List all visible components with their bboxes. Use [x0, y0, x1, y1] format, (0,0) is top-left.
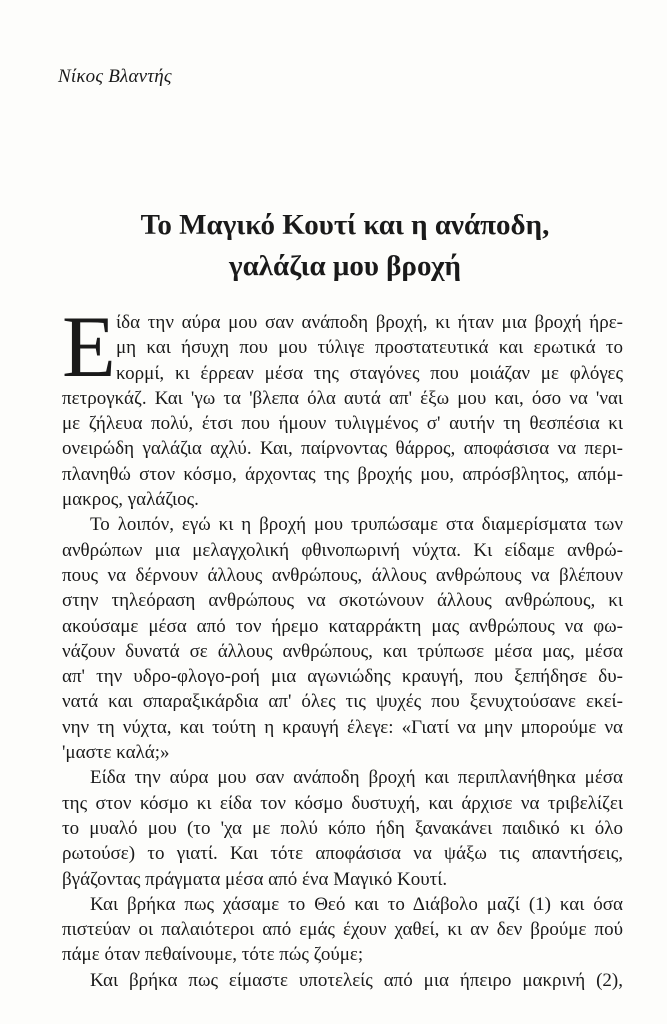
text-line: της στον κόσμο κι είδα τον κόσμο δυστυχή, και άρχισε να τριβελίζει	[62, 792, 623, 814]
text-line: μη και ήσυχη που μου τύλιγε προστατευτικά και ερωτικά το	[116, 337, 623, 359]
text-line: πλανηθώ στον κόσμο, άρχοντας της βροχής μου, απρόσβλητος, απόμ-	[62, 463, 623, 485]
paragraph-4	[62, 892, 623, 968]
paragraph-1	[62, 299, 623, 512]
chapter-title	[80, 205, 610, 287]
text-line: βγάζοντας πράγματα μέσα από ένα Μαγικό Κουτί.	[62, 868, 448, 890]
paragraph-5	[62, 968, 623, 993]
chapter-title-line-2: γαλάζια μου βροχή	[229, 250, 461, 282]
text-line: στην τηλεόραση ανθρώπους να σκοτώνουν άλλους ανθρώπους, κι	[62, 590, 623, 612]
text-line: ρωτούσε) το γιατί. Και τότε αποφάσισα να ψάξω τις απαντήσεις,	[62, 843, 623, 865]
drop-cap: Ε	[62, 299, 116, 396]
text-line: ονειρώδη γαλάζια αχλύ. Και, παίρνοντας θάρρος, αποφάσισα να περι-	[62, 438, 623, 460]
running-header-author: Νίκος Βλαντής	[58, 66, 172, 87]
text-line: Και βρήκα πως είμαστε υποτελείς από μια ήπειρο μακρινή (2),	[90, 969, 623, 991]
text-line: κορμί, κι έρρεαν μέσα της σταγόνες που μοιάζαν με φλόγες	[116, 362, 623, 384]
text-line: ανθρώπων μια μελαγχολική φθινοπωρινή νύχτα. Κι είδαμε ανθρώ-	[62, 539, 623, 561]
text-line: το μυαλό μου (το 'χα με πολύ κόπο ήδη ξανακάνει παιδικό κι όλο	[62, 817, 623, 839]
text-line: 'μαστε καλά;»	[62, 742, 170, 764]
paragraph-3	[62, 765, 623, 891]
text-line: ίδα την αύρα μου σαν ανάποδη βροχή, κι ήταν μια βροχή ήρε-	[116, 312, 623, 333]
text-line: Το λοιπόν, εγώ κι η βροχή μου τρυπώσαμε στα διαμερίσματα των	[90, 514, 623, 536]
text-line: πιστεύαν οι παλαιότεροι από εμάς έχουν χαθεί, κι αν δεν βρούμε πού	[62, 919, 623, 941]
paragraph-2	[62, 512, 623, 765]
text-line: Είδα την αύρα μου σαν ανάποδη βροχή και περιπλανήθηκα μέσα	[90, 767, 623, 789]
text-line: μακρος, γαλάζιος.	[62, 489, 199, 511]
text-line: πους να δέρνουν άλλους ανθρώπους, άλλους ανθρώπους να βλέπουν	[62, 564, 623, 586]
text-line: νην τη νύχτα, και τούτη η κραυγή έλεγε: «Γιατί να μην μπορούμε να	[62, 716, 623, 738]
text-line: πετρογκάζ. Και 'γω τα 'βλεπα όλα αυτά απ' έξω μου και, όσο να 'ναι	[62, 387, 623, 409]
text-line: Και βρήκα πως χάσαμε το Θεό και το Διάβολο μαζί (1) και όσα	[90, 893, 623, 915]
text-line: νάζουν δυνατά σε άλλους ανθρώπους, και τρύπωσε μέσα μας, μέσα	[62, 640, 623, 662]
chapter-title-line-1: Το Μαγικό Κουτί και η ανάποδη,	[140, 209, 550, 241]
text-line: νατά και σπαραξικάρδια απ' όλες τις ψυχές που ξενυχτούσανε εκεί-	[62, 691, 623, 713]
text-line: με ζήλευα πολύ, έτσι που ήμουν τυλιγμένος σ' αυτήν τη θεσπέσια κι	[62, 413, 623, 435]
body-text	[62, 299, 623, 993]
text-line: ακούσαμε μέσα από τον ήρεμο καταρράκτη μας ανθρώπους να φω-	[62, 615, 623, 637]
text-line: πάμε όταν πεθαίνουμε, τότε πώς ζούμε;	[62, 944, 364, 966]
text-line: απ' την υδρο-φλογο-ροή μια αγωνιώδης κραυγή, που ξεπήδησε δυ-	[62, 666, 623, 688]
